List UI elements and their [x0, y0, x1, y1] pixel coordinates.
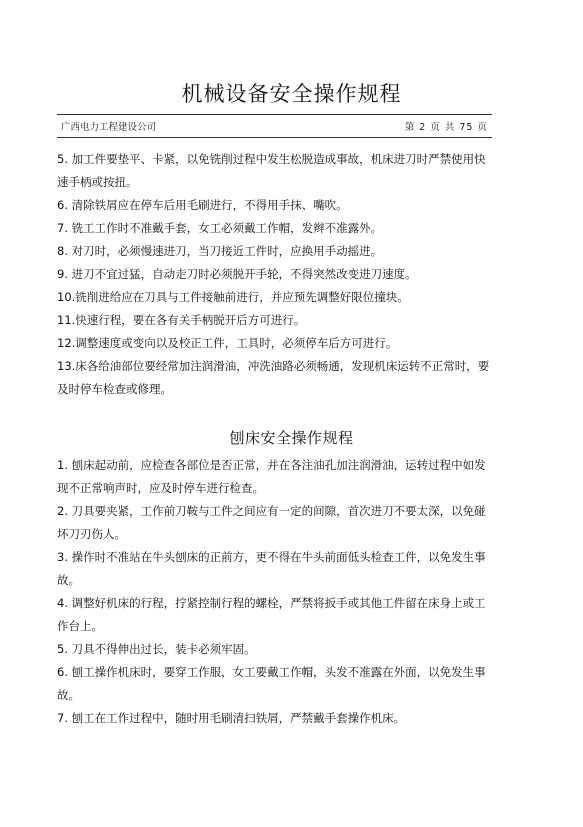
running-header — [57, 114, 492, 138]
rule-item: 5. 刀具不得伸出过长，装卡必须牢固。 — [57, 642, 256, 656]
rule-item: 7. 铣工工作时不准戴手套，女工必须戴工作帽，发辫不准露外。 — [57, 221, 383, 235]
rule-item: 10.铣削进给应在刀具与工件接触前进行，并应预先调整好限位撞块。 — [57, 290, 409, 304]
rule-item: 6. 清除铁屑应在停车后用毛刷进行，不得用手抹、嘴吹。 — [57, 198, 348, 212]
planer-rules — [57, 454, 497, 730]
document-title: 机械设备安全操作规程 — [181, 82, 402, 106]
rule-item: 6. 刨工操作机床时，要穿工作服，女工要戴工作帽，头发不准露在外面，以免发生事故。 — [57, 665, 486, 702]
section-title-planer: 刨床安全操作规程 — [229, 429, 354, 447]
rule-item: 13.床各给油部位要经常加注润滑油，冲洗油路必须畅通，发现机床运转不正常时，要及时停车检查或修理。 — [57, 359, 490, 396]
rule-item: 11.快速行程，要在各有关手柄脱开后方可进行。 — [57, 313, 306, 327]
page-number: 第 2 页 共 75 页 — [404, 122, 488, 133]
rule-item: 8. 对刀时，必须慢速进刀，当刀接近工件时，应换用手动摇进。 — [57, 244, 383, 258]
rule-item: 4. 调整好机床的行程，拧紧控制行程的螺栓，严禁将扳手或其他工件留在床身上或工作台上。 — [57, 596, 486, 633]
milling-rules — [57, 148, 497, 401]
rule-item: 12.调整速度或变向以及校正工件，工具时，必须停车后方可进行。 — [57, 336, 398, 350]
rule-item: 3. 操作时不准站在牛头刨床的正前方，更不得在牛头前面低头检查工件，以免发生事故。 — [57, 550, 486, 587]
rule-item: 7. 刨工在工作过程中，随时用毛刷清扫铁屑，严禁戴手套操作机床。 — [57, 711, 406, 725]
rule-item: 5. 加工件要垫平、卡紧，以免铣削过程中发生松脱造成事故，机床进刀时严禁使用快速手柄或按扭。 — [57, 152, 486, 189]
rule-item: 1. 刨床起动前，应检查各部位是否正常，并在各注油孔加注润滑油，运转过程中如发现不正常响声时，应及时停车进行检查。 — [57, 458, 486, 495]
company-name: 广西电力工程建设公司 — [61, 122, 157, 133]
rule-item: 2. 刀具要夹紧，工作前刀鞍与工件之间应有一定的间隙，首次进刀不要太深，以免碰坏刀刃伤人。 — [57, 504, 486, 541]
rule-item: 9. 进刀不宜过猛，自动走刀时必须脱开手轮，不得突然改变进刀速度。 — [57, 267, 417, 281]
